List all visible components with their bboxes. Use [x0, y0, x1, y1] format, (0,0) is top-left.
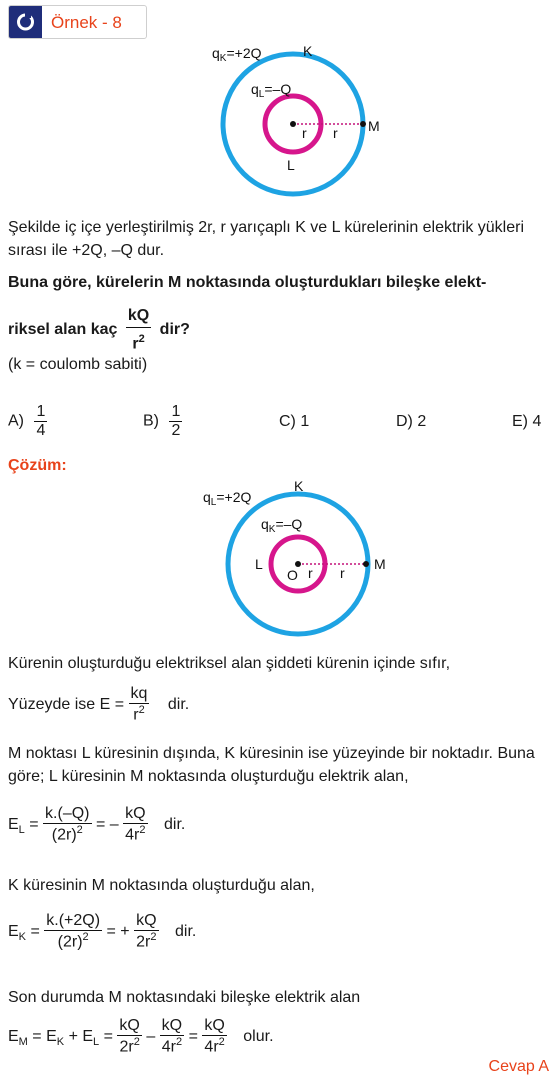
constant-note: (k = coulomb sabiti): [8, 356, 148, 373]
fig1-qk-label: $q_K=+2Q$: [212, 45, 262, 64]
equation-el: $E_L$ = $\frac{k.(-Q)}{(2r)^2}$ = – $\frac{kQ}{4r^2}$ dir.: [8, 805, 186, 844]
fig1-ql-label: $q_L=-Q$: [251, 81, 292, 100]
fig1-k-label: K: [303, 43, 313, 59]
question-prompt-line1: Buna göre, kürelerin M noktasında oluşturdukları bileşke elekt-: [8, 274, 487, 291]
answer-label: Cevap A: [488, 1058, 549, 1075]
fig2-k-label: K: [294, 478, 304, 494]
fig1-r1-label: r: [302, 125, 307, 141]
solution-text-3: K küresinin M noktasında oluşturduğu alan,: [8, 877, 315, 894]
question-prompt-line2: riksel alan kaç $\frac{kQ}{r^2}$ dir?: [8, 304, 550, 355]
option-a[interactable]: A) $\frac{1}{4}$: [8, 403, 46, 439]
option-d[interactable]: D) 2: [396, 413, 427, 430]
refresh-circle-icon: [9, 6, 42, 38]
fig1-r2-label: r: [333, 125, 338, 141]
fig2-r2-label: r: [340, 565, 345, 581]
fig2-ql-label: $q_L=+2Q$: [203, 489, 252, 508]
example-title: Örnek - 8: [51, 13, 122, 32]
fig1-m-label: M: [368, 118, 380, 134]
solution-heading: Çözüm:: [8, 457, 67, 474]
option-e[interactable]: E) 4: [512, 413, 542, 430]
fig2-qk-label: $q_K=-Q$: [261, 516, 303, 535]
option-b[interactable]: B) $\frac{1}{2}$: [143, 403, 181, 439]
fig2-o-label: O: [287, 567, 298, 583]
surface-field-formula: Yüzeyde ise E = $\frac{kq}{r^2}$ dir.: [8, 685, 190, 724]
fig2-r1-label: r: [308, 565, 313, 581]
center-point: [290, 121, 296, 127]
equation-ek: $E_K$ = $\frac{k.(+2Q)}{(2r)^2}$ = + $\frac{kQ}{2r^2}$ dir.: [8, 912, 197, 951]
fig2-l-label: L: [255, 556, 263, 572]
fig1-l-label: L: [287, 157, 295, 173]
option-c[interactable]: C) 1: [279, 413, 310, 430]
fig2-m-label: M: [374, 556, 386, 572]
solution-text-1: Kürenin oluşturduğu elektriksel alan şiddeti kürenin içinde sıfır,: [8, 655, 451, 672]
solution-text-4: Son durumda M noktasındaki bileşke elektrik alan: [8, 989, 361, 1006]
point-m-2: [363, 561, 369, 567]
question-text: Şekilde iç içe yerleştirilmiş 2r, r yarıçaplı K ve L kürelerinin elektrik yükleri sırası ile +2Q, –Q dur.: [8, 219, 525, 259]
point-m: [360, 121, 366, 127]
equation-em: $E_M = E_K + E_L$ = $\frac{kQ}{2r^2}$ – $\frac{kQ}{4r^2}$ = $\frac{kQ}{4r^2}$ olur.: [8, 1017, 274, 1056]
solution-text-2: M noktası L küresinin dışında, K küresinin ise yüzeyinde bir noktadır. Buna göre; L küresinin M noktasında oluşturduğu elektrik alan,: [8, 745, 535, 785]
example-header: [8, 5, 147, 39]
